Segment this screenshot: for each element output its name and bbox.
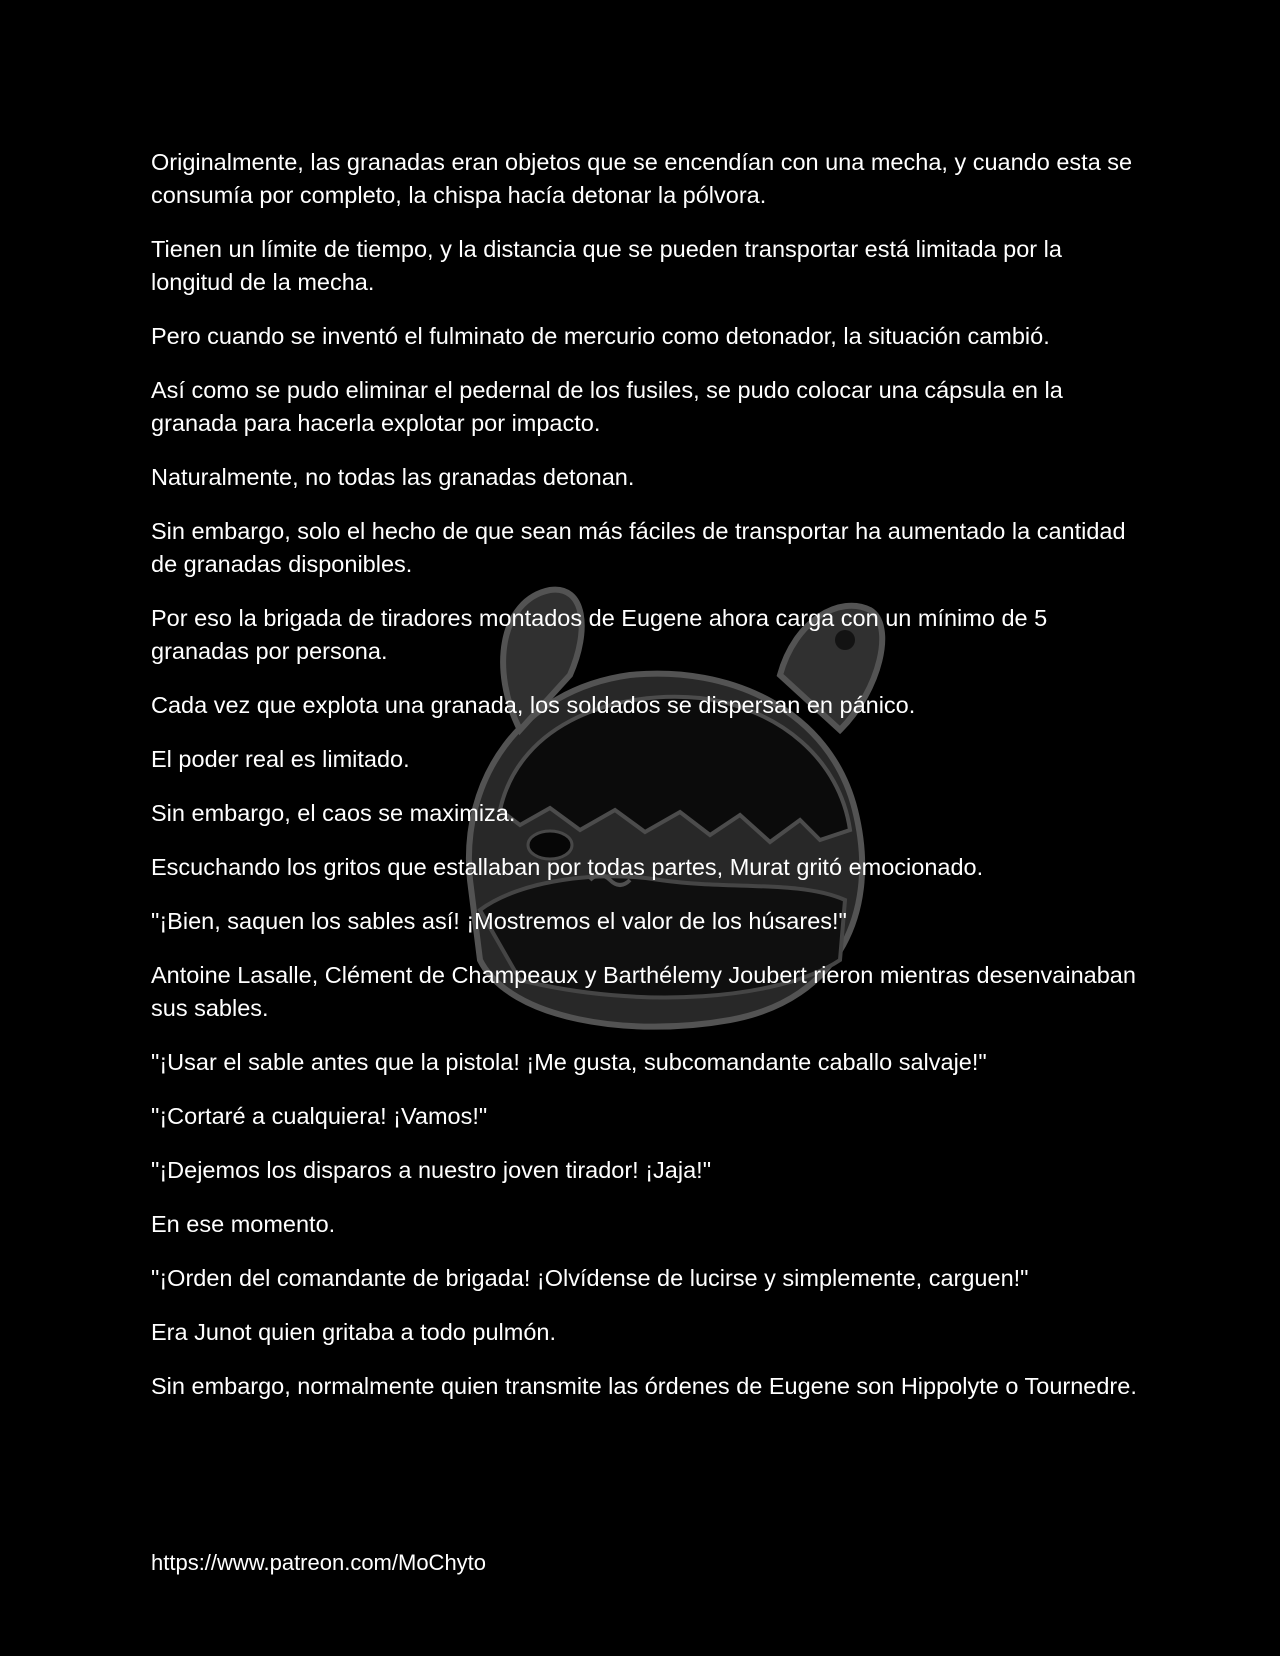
paragraph: El poder real es limitado. — [151, 746, 410, 772]
paragraph: "¡Usar el sable antes que la pistola! ¡Me gusta, subcomandante caballo salvaje!" — [151, 1049, 987, 1075]
paragraph: Naturalmente, no todas las granadas detonan. — [151, 464, 635, 490]
paragraph: "¡Bien, saquen los sables así! ¡Mostremos el valor de los húsares!" — [151, 908, 847, 934]
paragraph: "¡Orden del comandante de brigada! ¡Olvídense de lucirse y simplemente, carguen!" — [151, 1265, 1029, 1291]
paragraph: Sin embargo, el caos se maximiza. — [151, 800, 516, 826]
paragraph: Antoine Lasalle, Clément de Champeaux y Barthélemy Joubert rieron mientras desenvainaban sus sables. — [151, 962, 1136, 1021]
paragraph: "¡Cortaré a cualquiera! ¡Vamos!" — [151, 1103, 488, 1129]
paragraph: En ese momento. — [151, 1211, 336, 1237]
paragraph: Tienen un límite de tiempo, y la distancia que se pueden transportar está limitada por la longitud de la mecha. — [151, 236, 1062, 295]
paragraph: Así como se pudo eliminar el pedernal de los fusiles, se pudo colocar una cápsula en la granada para hacerla explotar por impacto. — [151, 377, 1063, 436]
document-body — [151, 146, 1141, 1424]
paragraph: "¡Dejemos los disparos a nuestro joven tirador! ¡Jaja!" — [151, 1157, 712, 1183]
paragraph: Cada vez que explota una granada, los soldados se dispersan en pánico. — [151, 692, 916, 718]
paragraph: Sin embargo, solo el hecho de que sean más fáciles de transportar ha aumentado la cantidad de granadas disponibles. — [151, 518, 1126, 577]
patreon-link[interactable]: https://www.patreon.com/MoChyto — [151, 1550, 487, 1575]
paragraph: Pero cuando se inventó el fulminato de mercurio como detonador, la situación cambió. — [151, 323, 1050, 349]
paragraph: Escuchando los gritos que estallaban por todas partes, Murat gritó emocionado. — [151, 854, 984, 880]
paragraph: Sin embargo, normalmente quien transmite las órdenes de Eugene son Hippolyte o Tournedre. — [151, 1373, 1137, 1399]
paragraph: Originalmente, las granadas eran objetos que se encendían con una mecha, y cuando esta se consumía por completo, la chispa hacía detonar la pólvora. — [151, 149, 1133, 208]
paragraph: Era Junot quien gritaba a todo pulmón. — [151, 1319, 556, 1345]
paragraph: Por eso la brigada de tiradores montados de Eugene ahora carga con un mínimo de 5 granadas por persona. — [151, 605, 1048, 664]
